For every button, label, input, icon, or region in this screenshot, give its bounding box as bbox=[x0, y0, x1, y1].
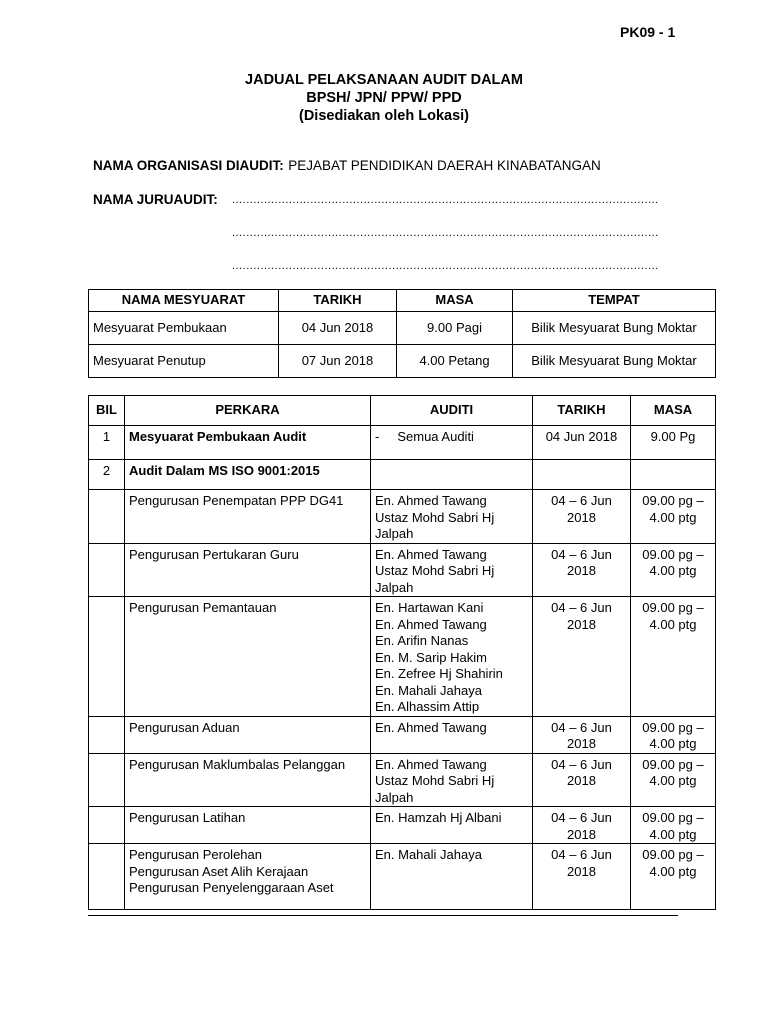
meeting-table-header bbox=[89, 290, 716, 312]
row-date: 04 – 6 Jun 2018 bbox=[533, 807, 631, 844]
meeting-name: Mesyuarat Pembukaan bbox=[89, 312, 279, 345]
row-auditi: En. Ahmed Tawang Ustaz Mohd Sabri Hj Jalpah bbox=[371, 490, 533, 544]
row-date bbox=[533, 460, 631, 490]
row-perkara: Pengurusan Maklumbalas Pelanggan bbox=[125, 753, 371, 807]
meeting-table bbox=[88, 289, 716, 378]
row-auditi: En. Mahali Jahaya bbox=[371, 844, 533, 910]
row-perkara: Pengurusan Pertukaran Guru bbox=[125, 543, 371, 597]
row-bil bbox=[89, 807, 125, 844]
row-date: 04 Jun 2018 bbox=[533, 426, 631, 460]
auditor-dotted-line-2: ........................................................................................................................ bbox=[232, 227, 659, 239]
schedule-row bbox=[89, 844, 716, 910]
meeting-header-date: TARIKH bbox=[279, 290, 397, 312]
meeting-time: 4.00 Petang bbox=[397, 345, 513, 378]
row-bil bbox=[89, 490, 125, 544]
meeting-place: Bilik Mesyuarat Bung Moktar bbox=[513, 312, 716, 345]
schedule-header-auditi: AUDITI bbox=[371, 396, 533, 426]
meeting-date: 04 Jun 2018 bbox=[279, 312, 397, 345]
row-time: 09.00 pg – 4.00 ptg bbox=[631, 716, 716, 753]
meeting-place: Bilik Mesyuarat Bung Moktar bbox=[513, 345, 716, 378]
row-bil: 1 bbox=[89, 426, 125, 460]
schedule-row bbox=[89, 753, 716, 807]
auditor-dotted-line-1: ........................................................................................................................ bbox=[232, 194, 659, 206]
auditor-label: NAMA JURUAUDIT: bbox=[93, 192, 218, 207]
row-auditi: En. Hartawan Kani En. Ahmed Tawang En. Arifin Nanas En. M. Sarip Hakim En. Zefree Hj Shahirin En. Mahali Jahaya En. Alhassim Attip bbox=[371, 597, 533, 717]
row-time: 09.00 pg – 4.00 ptg bbox=[631, 753, 716, 807]
meeting-time: 9.00 Pagi bbox=[397, 312, 513, 345]
title-line-3: (Disediakan oleh Lokasi) bbox=[298, 108, 470, 124]
row-auditi bbox=[371, 426, 533, 460]
row-perkara: Mesyuarat Pembukaan Audit bbox=[125, 426, 371, 460]
row-bil: 2 bbox=[89, 460, 125, 490]
row-bil bbox=[89, 543, 125, 597]
schedule-row bbox=[89, 543, 716, 597]
organization-row bbox=[93, 157, 601, 175]
title-line-1: JADUAL PELAKSANAAN AUDIT DALAM bbox=[245, 72, 523, 88]
footer-divider bbox=[88, 915, 678, 916]
row-perkara: Pengurusan Penempatan PPP DG41 bbox=[125, 490, 371, 544]
row-auditi: En. Ahmed Tawang Ustaz Mohd Sabri Hj Jalpah bbox=[371, 753, 533, 807]
meeting-row bbox=[89, 345, 716, 378]
meeting-header-place: TEMPAT bbox=[513, 290, 716, 312]
row-time: 09.00 pg – 4.00 ptg bbox=[631, 490, 716, 544]
row-auditi-dash: - bbox=[375, 429, 380, 444]
row-time: 9.00 Pg bbox=[631, 426, 716, 460]
schedule-row bbox=[89, 490, 716, 544]
row-auditi bbox=[371, 460, 533, 490]
meeting-header-name: NAMA MESYUARAT bbox=[89, 290, 279, 312]
row-perkara: Audit Dalam MS ISO 9001:2015 bbox=[125, 460, 371, 490]
row-perkara: Pengurusan Pemantauan bbox=[125, 597, 371, 717]
schedule-row bbox=[89, 807, 716, 844]
schedule-row bbox=[89, 426, 716, 460]
row-date: 04 – 6 Jun 2018 bbox=[533, 597, 631, 717]
row-auditi: En. Ahmed Tawang bbox=[371, 716, 533, 753]
row-time bbox=[631, 460, 716, 490]
document-code: PK09 - 1 bbox=[620, 24, 676, 40]
row-perkara: Pengurusan Latihan bbox=[125, 807, 371, 844]
meeting-date: 07 Jun 2018 bbox=[279, 345, 397, 378]
row-date: 04 – 6 Jun 2018 bbox=[533, 490, 631, 544]
schedule-header-perkara: PERKARA bbox=[125, 396, 371, 426]
schedule-row bbox=[89, 716, 716, 753]
meeting-row bbox=[89, 312, 716, 345]
schedule-table bbox=[88, 395, 716, 910]
row-auditi-text: Semua Auditi bbox=[397, 429, 474, 444]
row-date: 04 – 6 Jun 2018 bbox=[533, 543, 631, 597]
row-time: 09.00 pg – 4.00 ptg bbox=[631, 543, 716, 597]
row-time: 09.00 pg – 4.00 ptg bbox=[631, 597, 716, 717]
schedule-row bbox=[89, 460, 716, 490]
row-perkara: Pengurusan Perolehan Pengurusan Aset Alih Kerajaan Pengurusan Penyelenggaraan Aset bbox=[125, 844, 371, 910]
schedule-header-bil: BIL bbox=[89, 396, 125, 426]
schedule-header-masa: MASA bbox=[631, 396, 716, 426]
row-date: 04 – 6 Jun 2018 bbox=[533, 844, 631, 910]
row-date: 04 – 6 Jun 2018 bbox=[533, 753, 631, 807]
organization-label: NAMA ORGANISASI DIAUDIT: bbox=[93, 158, 284, 173]
schedule-table-header bbox=[89, 396, 716, 426]
row-time: 09.00 pg – 4.00 ptg bbox=[631, 844, 716, 910]
row-auditi: En. Hamzah Hj Albani bbox=[371, 807, 533, 844]
meeting-name: Mesyuarat Penutup bbox=[89, 345, 279, 378]
row-perkara: Pengurusan Aduan bbox=[125, 716, 371, 753]
schedule-row bbox=[89, 597, 716, 717]
schedule-header-tarikh: TARIKH bbox=[533, 396, 631, 426]
row-bil bbox=[89, 844, 125, 910]
organization-value: PEJABAT PENDIDIKAN DAERAH KINABATANGAN bbox=[288, 158, 601, 173]
row-bil bbox=[89, 753, 125, 807]
row-time: 09.00 pg – 4.00 ptg bbox=[631, 807, 716, 844]
auditor-dotted-line-3: ........................................................................................................................ bbox=[232, 260, 659, 272]
title-line-2: BPSH/ JPN/ PPW/ PPD bbox=[306, 90, 462, 106]
row-auditi: En. Ahmed Tawang Ustaz Mohd Sabri Hj Jalpah bbox=[371, 543, 533, 597]
row-bil bbox=[89, 597, 125, 717]
meeting-header-time: MASA bbox=[397, 290, 513, 312]
row-date: 04 – 6 Jun 2018 bbox=[533, 716, 631, 753]
row-bil bbox=[89, 716, 125, 753]
